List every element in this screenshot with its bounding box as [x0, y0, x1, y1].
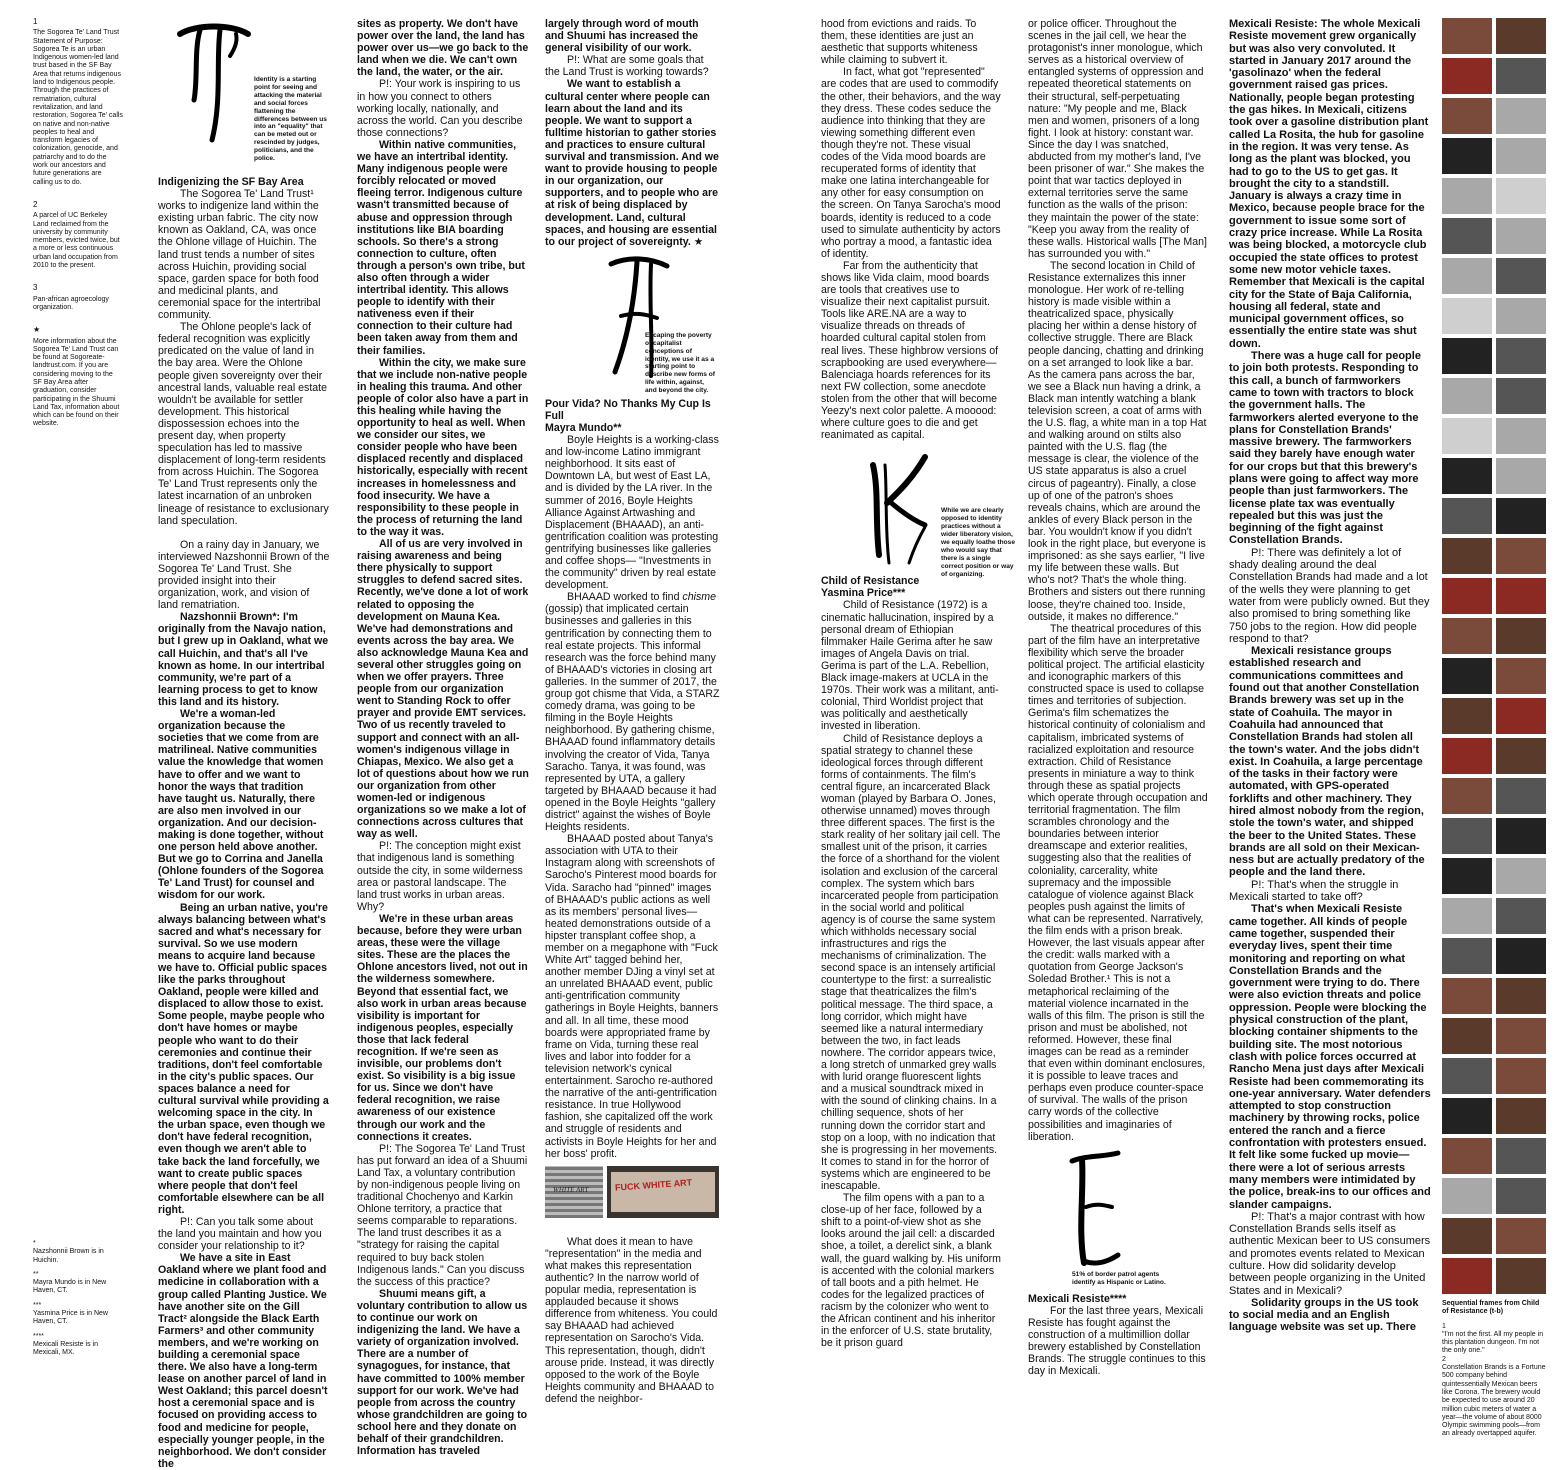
section-heading-mexicali-resiste: Mexicali Resiste**** [1028, 1292, 1127, 1305]
film-frame [1496, 738, 1546, 774]
c5-paragraph-2: The second location in Child of Resistance externalizes this inner monologue. Her work of re-telling history is made visible within a theatricalized space, physically placing her within a dense history of collective struggle. There are Black people dancing, chatting and drinking on a set arranged to look like a bar. As the camera pans across the bar, we see a Black nun having a drink, a Black man intently watching a blank television screen, a coat of arms with the U.S. flag, a white man in a top Hat and walking around on stilts also painted with the U.S. flag (the message is clear, the violence of the US state apparatus is also a cruel circus of pageantry). Finally, a close up of one of the patron's shoes reveals chains, which are around the ankles of every Black person in the bar. You wouldn't know if you didn't look in the right place, but everyone is imprisoned: as she says earlier, "I live my life between these walls. But who's not? That's the whole thing. Brothers and sisters out there running loose, they're chained too. Inside, outside, it makes no difference." [1028, 259, 1207, 623]
star-note-marker: ★ [33, 325, 41, 335]
t-glyph-icon [176, 20, 252, 160]
film-frame [1442, 818, 1492, 854]
film-frame [1442, 698, 1492, 734]
film-frame [1442, 58, 1492, 94]
film-frame [1442, 258, 1492, 294]
author-4-note: Mexicali Resiste is in Mexicali, MX. [33, 1340, 98, 1357]
c3-paragraph-1: largely through word of mouth and Shuumi has increased the general visibility of our work. [545, 18, 699, 55]
byline-mayra-mundo: Mayra Mundo** [545, 421, 622, 434]
author-4-marker: **** [33, 1332, 44, 1340]
k-glyph-figure [821, 441, 1016, 578]
author-2-marker: ** [33, 1270, 39, 1278]
c1-paragraph-7: P!: Can you talk some about the land you maintain and how you consider your relationship to it? [158, 1215, 322, 1253]
film-frame [1496, 1018, 1546, 1054]
film-frame [1496, 818, 1546, 854]
film-frame [1496, 178, 1546, 214]
film-frame [1496, 658, 1546, 694]
c3-paragraph-4: Boyle Heights is a working-class and low-income Latino immigrant neighborhood. It sits east of Downtown LA, but west of East LA, and is divided by the LA river. In the summer of 2016, Boyle Heights Alliance Against Artwashing and Displacement (BHAAAD), an anti-gentrification coalition was protesting gentrifying businesses like galleries and coffee shops— "Investments in the community" driven by real estate development. [545, 434, 719, 592]
film-frame [1442, 618, 1492, 654]
film-frame [1496, 578, 1546, 614]
film-frame [1496, 58, 1546, 94]
c4-paragraph-1: hood from evictions and raids. To them, these identities are just an aesthetic that supports whiteness while claiming to subvert it. [821, 18, 978, 67]
film-frame [1442, 1258, 1492, 1294]
film-frame [1442, 498, 1492, 534]
note-1-text: The Sogorea Te' Land Trust Statement of Purpose: Sogorea Te is an urban Indigenous women-led land trust based in the SF Bay Area that returns indigenous land to Indigenous people. Through the practices of rematriation, cultural revitalization, and land restoration, Sogorea Te' calls on native and non-native peoples to heal and transform legacies of colonization, genocide, and patriarchy and to do the work our ancestors and future generations are calling us to do. [33, 29, 123, 186]
c1-paragraph-4: Nazshonnii Brown*: I'm originally from the Navajo nation, but I grew up in Oakland, what we call Huichin, and that's all I've known as home. In our intertribal community, we're part of a learning process to get to know this land and its history. [158, 611, 329, 708]
film-frame [1442, 658, 1492, 694]
author-3-note: Yasmina Price is in New Haven, CT. [33, 1310, 108, 1326]
c4-paragraph-4: Child of Resistance (1972) is a cinematic hallucination, inspired by a personal dream of Ethiopian filmmaker Haile Gerima after he saw images of Angela Davis on trial. Gerima is part of the L.A. Rebellion, Black image-makers at UCLA in the 1970s. Their work was a militant, anti-colonial, Third Worldist project that was politically and aesthetically invested in liberation. [821, 599, 999, 733]
column-4 [821, 18, 1016, 1388]
film-frame [1496, 1178, 1546, 1214]
c2-paragraph-2: P!: Your work is inspiring to us in how you connect to others working locally, nationally, and across the world. Can you describe those connections? [357, 78, 523, 139]
film-frame [1442, 18, 1492, 54]
sidebar-notes [33, 18, 123, 1388]
film-frame [1496, 338, 1546, 374]
c4-paragraph-6: The film opens with a pan to a close-up of her face, followed by a shift to a point-of-view shot as she looks around the jail cell: a discarded shoe, a toilet, a derelict sink, a blank wall, the guard walking by. His uniform is accented with the colonial markers of tall boots and a pith helmet. He codes for the legalized practices of racism by the colonizer who went to the African continent and his inheritor in the enforcer of U.S. state brutality, be it prison guard [821, 1192, 1001, 1350]
film-frame [1442, 378, 1492, 414]
c2-paragraph-7: We're in these urban areas because, before they were urban areas, these were the village sites. These are the places the Ohlone ancestors lived, not out in the wilderness somewhere. Beyond that essential fact, we also work in urban areas because visibility is important for indigenous peoples, especially those that lack federal recognition. If we're seen as invisible, our problems don't exist. So visibility is a big issue for us. Since we don't have federal recognition, we raise awareness of our existence through our work and the connections it creates. [357, 912, 528, 1143]
note-2-text: A parcel of UC Berkeley Land reclaimed from the university by community members, evicted twice, but a more or less continuous urban land occupation from 2010 to the present. [33, 212, 120, 270]
c3-paragraph-3: We want to establish a cultural center where people can learn about the land and its people. We want to support a fulltime historian to gather stories and practices to ensure cultural survival and transmission. And we want to provide housing to people in our organization, our supporters, and to people who are at risk of being displaced by development. Land, cultural spaces, and housing are essential to our project of sovereignty. ★ [545, 78, 719, 248]
c2-paragraph-4: Within the city, we make sure that we include non-native people in healing this trauma. And other people of color also have a part in this healing while having the opportunity to heal as well. When we consider our sites, we consider people who have been displaced recently and displaced historically, especially with recent increases in homelessness and food insecurity. We have a responsibility to these people in the process of returning the land to the way it was. [357, 356, 529, 538]
photo-sign-left: WHITE ART [553, 1185, 589, 1194]
film-frame [1496, 1218, 1546, 1254]
film-frame [1496, 18, 1546, 54]
film-frame [1496, 298, 1546, 334]
byline-yasmina-price: Yasmina Price*** [821, 587, 906, 600]
film-frame [1496, 938, 1546, 974]
photo-fuck-white-art [607, 1166, 719, 1218]
film-frame [1496, 1138, 1546, 1174]
photo-sign-right: FUCK WHITE ART [614, 1177, 693, 1193]
footnote-1-text: "I'm not the first. All my people in this plantation dungeon. I'm not the only one." [1442, 1330, 1544, 1355]
author-3-marker: *** [33, 1301, 42, 1309]
film-frame [1496, 458, 1546, 494]
film-frame [1442, 1018, 1492, 1054]
a-glyph-caption-a [645, 332, 715, 395]
star-note-text: More information about the Sogorea Te' Land Trust can be found at Sogoreate-landtrust.com. If you are considering moving to the SF Bay Area after graduation, consider participating in the Shuumi Land Tax, information about which can be found on their website. [33, 337, 120, 428]
film-frame [1442, 858, 1492, 894]
column-6 [1229, 18, 1431, 1388]
film-frame [1496, 778, 1546, 814]
c6-paragraph-7: P!: That's a major contrast with how Constellation Brands sells itself as authentic Mexican beer to US consumers and promotes events related to Mexican culture. How did solidarity develop between people organizing in the United States and in Mexicali? [1229, 1210, 1431, 1297]
column-1 [158, 18, 330, 1470]
t-glyph-figure [158, 18, 330, 176]
e-glyph-caption: 51% of border patrol agents identify as Hispanic or Latino. [1072, 1270, 1166, 1286]
film-frame [1442, 898, 1492, 934]
c5-paragraph-1: or police officer. Throughout the scenes in the jail cell, we hear the protagonist's inner monologue, which serves as a historical overview of entangled systems of oppression and repeated theoretical statements on their structural, self-perpetuating nature: "My people and me, Black men and women, prisoners of a long fight. I look at history: constant war. Since the day I was snatched, abducted from my mother's land, I've been prisoner of war." She makes the point that war tactics deployed in external territories serve the same function as the walls of the prison: they maintain the power of the state: "Keep you away from the reality of these walls. Historical walls [The Man] has surrounded you with." [1028, 18, 1207, 260]
column-2 [357, 18, 529, 1458]
c4-paragraph-2: In fact, what got "represented" are codes that are used to commodify the other, their behaviors, and the way they dress. These codes seduce the audience into thinking that they are viewing something different even though they're not. These visual codes of the Vida mood boards are recuperated forms of identity that make one latina interchangeable for any other for easy consumption on the screen. On Tanya Sarocha's mood boards, identity is reduced to a code used to simulate authenticity by actors who portray a mood, a fantastic idea of identity. [821, 66, 1001, 260]
film-frame [1496, 258, 1546, 294]
t-glyph-caption: Identity is a starting point for seeing and attacking the material and social forces flattening the differences between us into an "equality" that can be meted out or rescinded by judges, politicians, and the police. [254, 76, 327, 163]
film-frame [1442, 738, 1492, 774]
film-frame [1442, 978, 1492, 1014]
c2-paragraph-5: All of us are very involved in raising awareness and being there physically to support struggles to defend sacred sites. Recently, we've done a lot of work related to opposing the development on Mauna Kea. We've had demonstrations and events across the bay area. We also acknowledge Mauna Kea and several other struggles going on when we offer prayers. Three people from our organization went to Standing Rock to offer prayer and provide EMT services. Two of us recently traveled to support and connect with an all-women's indigenous village in Chiapas, Mexico. We also get a lot of questions about how we run our organization from other women-led or indigenous organizations so we make a lot of connections across cultures that way as well. [357, 538, 529, 841]
c6-paragraph-2: There was a huge call for people to join both protests. Responding to this call, a bunch of farmworkers came to town with tractors to block the government halls. The farmworkers alerted everyone to the plans for Constellation Brands' massive brewery. The farmworkers said they barely have enough water for our crops but that this brewery's plans were going to affect way more people than just farmworkers. The license plate tax was eventually repealed but this was just the beginning of the fight against Constellation Brands. [1229, 350, 1421, 547]
c6-paragraph-4: Mexicali resistance groups established research and communications committees and found out that another Constellation Brands brewery was set up in the state of Coahuila. The mayor in Coahuila had announced that Constellation Brands had stolen all the town's water. And the jobs didn't exist. In Coahuila, a large percentage of the tasks in their factory were automated, with GPS-operated forklifts and other machinery. They hired almost nobody from the region, stole the town's water, and shipped the beer to the United States. These brands are all sold on their Mexican-ness but are actually predatory of the people and the land there. [1229, 645, 1425, 879]
film-frame [1442, 1058, 1492, 1094]
film-frame [1496, 898, 1546, 934]
film-frame [1496, 218, 1546, 254]
film-frame [1442, 178, 1492, 214]
c2-paragraph-9: Shuumi means gift, a voluntary contribution to allow us to continue our work on indigenizing the land. We have a variety of organization involved. There are a number of synagogues, for instance, that have committed to 100% member support for our work. We've had people from across the country whose grandchildren are going to school here and they donate on behalf of their grandchildren. Information has traveled [357, 1287, 528, 1458]
c2-paragraph-3: Within native communities, we have an intertribal identity. Many indigenous people were forcibly relocated or moved fleeing terror. Indigenous culture wasn't transmitted because of abuse and oppression through institutions like BIA boarding schools. So there's a strong connection to culture, often through a person's own tribe, but also often through a wider intertribal identity. This allows people to identify with their nativeness even if their connection to their culture had been taken away from them and their families. [357, 138, 525, 357]
film-frame [1442, 218, 1492, 254]
film-frame [1496, 978, 1546, 1014]
c1-paragraph-6: Being an urban native, you're always balancing between what's sacred and what's necessary for survival. So we use modern means to acquire land because we have to. Official public spaces like the parks throughout Oakland, people were killed and displaced to allow those to exist. Some people, maybe people who don't have homes or maybe people who want to do their ceremonies and continue their traditions, don't feel comfortable in the city's public spaces. Our spaces balance a need for cultural survival while providing a welcoming space in the city. In the urban space, even though we don't have federal recognition, even though we aren't able to take back the land forcefully, we want to create public spaces where people that don't feel comfortable elsewhere can be all right. [158, 901, 329, 1216]
c3-p5-chisme: chisme [682, 591, 716, 604]
film-frame [1496, 498, 1546, 534]
c6-paragraph-6: That's when Mexicali Resiste came together. All kinds of people came together, suspended their everyday lives, spent their time monitoring and reporting on what Constellation Brands and the government were trying to do. There were also eviction threats and police oppression. People were blocking the physical construction of the plant, blocking container shipments to the building site. The most notorious clash with police forces occurred at Rancho Mena just days after Mexicali Resiste had been commemorating its one-year anniversary. Water defenders attempted to stop construction machinery by throwing rocks, police entered the ranch and a fierce confrontation with protesters ensued. It felt like some fucked up movie—there were a lot of serious arrests many members were intimidated by the police, break-ins to our offices and slander campaigns. [1229, 903, 1431, 1211]
c1-paragraph-1: The Sogorea Te' Land Trust¹ works to indigenize land within the existing urban fabric. The city now known as Oakland, CA, was once the Ohlone village of Huichin. The land trust tends a number of sites across Huichin, providing social space, garden space for both food and medicinal plants, and ceremonial space for the intertribal community. [158, 188, 321, 322]
film-frame [1442, 938, 1492, 974]
a-glyph-caption: Escaping the poverty of capitalist conceptions of identity, we use it as a starting point to describe new forms of life within, against, and beyond the city. [645, 331, 715, 395]
film-frame [1496, 858, 1546, 894]
film-frame [1442, 298, 1492, 334]
c6-paragraph-3: P!: There was definitely a lot of shady dealing around the deal Constellation Brands had made and a lot of the wells they were planning to get water from were publicly owned. But they also promised to bring something like 750 jobs to the region. How did people respond to that? [1229, 546, 1430, 645]
film-frame [1442, 458, 1492, 494]
film-frame [1496, 98, 1546, 134]
photo-white-art [545, 1166, 603, 1218]
e-glyph-figure [1028, 1143, 1208, 1293]
k-glyph-icon [865, 451, 939, 571]
section-heading-pour-vida: Pour Vida? No Thanks My Cup Is Full [545, 397, 711, 422]
frames-caption: Sequential frames from Child of Resistance (t-b) [1442, 1300, 1540, 1316]
footnote-2-number: 2 [1442, 1355, 1446, 1363]
a-glyph-figure [545, 248, 720, 398]
c4-paragraph-5: Child of Resistance deploys a spatial strategy to channel these ideological forces through different forms of containments. The film's central figure, an incarcerated Black woman (played by Barbara O. Jones, otherwise unnamed) moves through three different spaces. The first is the stark reality of her solitary jail cell. The smallest unit of the prison, it carries the force of a shorthand for the violent isolation and exclusion of the carceral complex. The system which bars incarcerated people from participation in the social world and political agency is of course the same system which withholds necessary social infrastructures and rigs the mechanisms of criminalization. The second space is an intensely artificial countertype to the first: a surrealistic stage that theatricalizes the film's political message. The third space, a long corridor, which might have seemed like a natural intermediary between the two, in fact leads nowhere. The corridor appears twice, a long stretch of unmarked grey walls with lurid orange fluorescent lights and a musical soundtrack mixed in with the sound of clinking chains. In a chilling sequence, shots of her running down the corridor start and stop on a loop, with no indication that she is progressing in her movements. It comes to stand in for the horror of systems which are engineered to be inescapable. [821, 732, 1001, 1192]
c2-paragraph-1: sites as property. We don't have power over the land, the land has power over us—we go back to the land when we die. We can't own the land, the water, or the air. [357, 18, 529, 79]
k-glyph-caption-a [941, 507, 1015, 578]
c6-paragraph-8: Solidarity groups in the US took to social media and an English language website was set up. There [1229, 1296, 1419, 1334]
c4-paragraph-3: Far from the authenticity that shows like Vida claim, mood boards are tools that creatives use to visualize their next capitalist pursuit. Tools like ARE.NA are a way to visualize threads on threads of hoarded cultural capital stolen from real lives. These highbrow versions of scrapbooking are used everywhere—Balenciaga hoards references for its next FW collection, some anecdote stolen from the other that will become Yeezy's next color palette. A mooood: where culture goes to die and get reanimated as capital. [821, 259, 999, 442]
film-frame [1496, 378, 1546, 414]
note-3-text: Pan-african agroecology organization. [33, 295, 109, 311]
column-5 [1028, 18, 1208, 1388]
section-heading-child-of-resistance: Child of Resistance [821, 575, 920, 588]
film-frame [1496, 1058, 1546, 1094]
film-frame [1496, 418, 1546, 454]
c2-paragraph-8: P!: The Sogorea Te' Land Trust has put forward an idea of a Shuumi Land Tax, a voluntary contribution by non-indigenous people living on traditional Chochenyo and Karkin Ohlone territory, a practice that seems comparable to reparations. The land trust describes it as a "strategy for raising the capital required to buy back stolen Indigenous lands." Can you discuss the success of this practice? [357, 1142, 528, 1288]
c5-paragraph-3: The theatrical procedures of this part of the film have an interpretative flexibility which serve the broader political project. The artificial elasticity and iconographic markers of this constructed space is used to collapse times and territories of subjection. Gerima's film schematizes the historical continuity of colonialism and capitalism, imbricated systems of racialized exploitation and resource extraction. Child of Resistance presents in miniature a way to think through these as spatial projects which operate through occupation and territorial fragmentation. The film scrambles chronology and the boundaries between interior dreamscape and exterior realities, suggesting also that the realities of coloniality, carcerality, white supremacy and the impossible catalogue of violence against Black peoples push against the limits of what can be represented. Narratively, the film ends with a prison break. However, the last visuals appear after the credit: walls marked with a quotation from George Jackson's Soledad Brother.¹ This is not a metaphorical reclaiming of the material violence incarnated in the walls of this film. The prison is still the prison and must be abolished, not reformed. However, these final images can be read as a reminder that even within dominant enclosures, it is possible to leave traces and perhaps even produce counter-space of survival. The walls of the prison carry words of the collective possibilities and imaginaries of liberation. [1028, 622, 1208, 1143]
c1-paragraph-5: We're a woman-led organization because the societies that we come from are matrilineal. Native communities value the knowledge that women have to offer and we want to honor the ways that tradition have taught us. Naturally, there are also men involved in our organization. And our decision-making is done together, without one person held above another. But we go to Corrina and Janella (Ohlone founders of the Sogorea Te' Land Trust) for counsel and wisdom for our work. [158, 708, 324, 902]
c3-paragraph-6: BHAAAD posted about Tanya's association with UTA to their Instagram along with screenshots of Sarocho's Pinterest mood boards for Vida. Saracho had "pinned" images of BHAAAD's public actions as well as its members' personal lives—heated demonstrations outside of a hipster transplant coffee shop, a member on a megaphone with "Fuck White Art" tagged behind her, another member DJing a vinyl set at an unrelated BHAAAD event, public anti-gentrification community gatherings in Boyle Heights, banners and all. In all time, these mood boards were appropriated frame by frame on Vida, turning these real lives and labor into fodder for a television network's cynical entertainment. Sarocho re-authored the narrative of the anti-gentrification resistance. In true Hollywood fashion, she capitalized off the work and struggle of residents and activists in Boyle Heights for her and her boss' profit. [545, 833, 719, 1160]
e-glyph-icon [1064, 1151, 1126, 1271]
film-frame [1442, 538, 1492, 574]
footnote-2-text: Constellation Brands is a Fortune 500 company behind quintessentially Mexican beers like Corona. The brewery would be expected to use around 20 million cubic meters of water a year—the volume of about 8000 Olympic swimming pools—from an already overtapped aquifer. [1442, 1364, 1546, 1438]
c3-paragraph-7: What does it mean to have "representation" in the media and what makes this representation authentic? In the narrow world of popular media, representation is applauded because it shows difference from whiteness. You could say BHAAAD had achieved representation on Sarocho's Vida. This representation, though, didn't arouse pride. Instead, it was directly opposed to the work of the Boyle Heights community and BHAAAD to defend the neighbor- [545, 1235, 718, 1405]
k-glyph-caption: While we are clearly opposed to identity practices without a wider liberatory vision, we equally loathe those who would say that there is a single correct position or way of organizing. [941, 507, 1016, 578]
c3-p5-part-a: BHAAAD worked to find [567, 591, 683, 604]
c3-paragraph-2: P!: What are some goals that the Land Trust is working towards? [545, 54, 709, 79]
film-frame [1496, 138, 1546, 174]
c6-paragraph-5: P!: That's when the struggle in Mexicali started to take off? [1229, 878, 1399, 904]
film-frame [1442, 578, 1492, 614]
film-frame [1442, 338, 1492, 374]
note-2-number: 2 [33, 199, 38, 209]
c6-paragraph-1: Mexicali Resiste: The whole Mexicali Resiste movement grew organically but was also very convoluted. It started in January 2017 around the 'gasolinazo' when the federal government raised gas prices. Nationally, people began protesting the gas hikes. In Mexicali, citizens took over a gasoline distribution plant called La Rosita, the hub for gasoline in the region. It was very tense. As long as the plant was blocked, you had to go to the US to get gas. It brought the city to a standstill. January is always a crazy time in Mexico, because people brace for the government to issue some sort of crazy price increase. While La Rosita was being blocked, a motorcycle club occupied the state offices to protest some new motor vehicle taxes. Remember that Mexicali is the capital city for the State of Baja California, housing all federal, state and municipal government offices, so essentially the entire state was shut down. [1229, 18, 1429, 350]
film-frame [1442, 418, 1492, 454]
film-frame [1442, 1218, 1492, 1254]
film-frame [1496, 618, 1546, 654]
film-frame [1496, 538, 1546, 574]
c5-paragraph-4: For the last three years, Mexicali Resiste has fought against the construction of a multimillion dollar brewery established by Constellation Brands. The struggle continues to this day in Mexicali. [1028, 1304, 1206, 1378]
t-glyph-caption-a [254, 76, 332, 163]
author-notes [33, 1240, 123, 1358]
column-3 [545, 18, 720, 1405]
film-frame [1442, 1098, 1492, 1134]
note-3-number: 3 [33, 283, 38, 293]
left-page [0, 17, 780, 1470]
film-frame [1442, 138, 1492, 174]
author-1-marker: * [33, 1240, 36, 1247]
film-frame [1496, 698, 1546, 734]
note-1-number: 1 [33, 17, 38, 26]
film-frame [1496, 1098, 1546, 1134]
section-heading-indigenizing: Indigenizing the SF Bay Area [158, 176, 304, 188]
c1-paragraph-3: On a rainy day in January, we interviewed Nazshonnii Brown of the Sogorea Te' Land Trust. She provided insight into their organization, work, and vision of land rematriation. [158, 538, 330, 612]
film-frame [1442, 1178, 1492, 1214]
film-frames-strip [1442, 18, 1546, 1439]
c1-paragraph-8: We have a site in East Oakland where we plant food and medicine in collaboration with a group called Planting Justice. We have another site on the Gill Tract² alongside the Black Earth Farmers³ and other community members, and we're working on building a ceremonial space there. We also have a long-term lease on another parcel of land in West Oakland; this parcel doesn't host a ceremonial space and is focused on providing access to food and medicine for people, especially younger people, in the neighborhood. We don't consider the [158, 1252, 328, 1470]
film-frame [1442, 98, 1492, 134]
author-2-note: Mayra Mundo is in New Haven, CT. [33, 1279, 107, 1295]
author-1-note: Nazshonnii Brown is in Huichin. [33, 1248, 104, 1264]
protest-photos [545, 1166, 720, 1226]
film-frame [1442, 1138, 1492, 1174]
c3-paragraph-5 [545, 591, 720, 833]
film-frame [1496, 1258, 1546, 1294]
e-glyph-caption-a [1072, 1271, 1182, 1287]
c1-paragraph-2: The Ohlone people's lack of federal recognition was explicitly predicated on the value of land in the bay area. Were the Ohlone people given sovereignty over their ancestral lands, valuable real estate wouldn't be available for settler development. This historical dispossession echoes into the present day, when property speculation has led to massive displacement of long-term residents from across Huichin. The Sogorea Te' Land Trust represents only the latest incarnation of an unbroken lineage of resistance to exclusionary land speculation. [158, 321, 329, 527]
c3-p5-part-c: (gossip) that implicated certain businesses and galleries in this gentrification by connecting them to real estate projects. This informal research was the force behind many of BHAAAD's victories in closing art galleries. In the summer of 2017, the group got chisme that Vida, a STARZ comedy drama, was going to be filming in the Boyle Heights neighborhood. By gathering chisme, BHAAAD found inflammatory details involving the creator of Vida, Tanya Saracho. Tanya, it was found, was represented by UTA, a gallery targeted by BHAAAD because it had opened in the Boyle Heights "gallery district" against the wishes of Boyle Heights residents. [545, 603, 720, 834]
c2-paragraph-6: P!: The conception might exist that indigenous land is something outside the city, in some wilderness area or pastoral landscape. The land trust works in urban areas. Why? [357, 840, 523, 913]
film-frame [1442, 778, 1492, 814]
footnote-1-number: 1 [1442, 1322, 1446, 1330]
